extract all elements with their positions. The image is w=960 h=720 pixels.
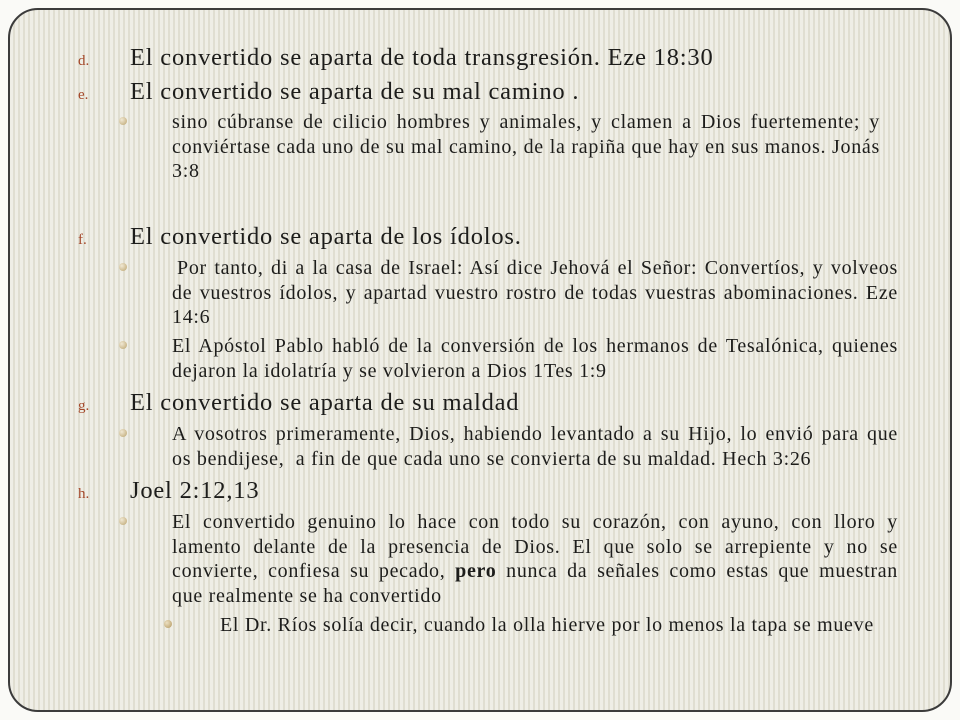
list-marker: d.	[78, 53, 90, 69]
bullet-icon	[119, 517, 127, 525]
paragraph-line: El Dr. Ríos solía decir, cuando la olla hierve por lo menos la tapa se mueve	[220, 614, 874, 636]
list-item-heading	[78, 41, 714, 75]
bullet-icon	[119, 429, 127, 437]
paragraph-line: lamento delante de la presencia de Dios. El que solo se arrepiente y no se	[172, 535, 898, 558]
list-item-heading	[78, 386, 519, 420]
item-heading-text: El convertido se aparta de toda transgresión. Eze 18:30	[130, 44, 714, 71]
line-text: nunca da señales como estas que muestran	[496, 560, 898, 582]
paragraph-line: conviértase cada uno de su mal camino, de la rapiña que hay en sus manos. Jonás	[172, 135, 880, 158]
list-item-heading	[78, 75, 579, 109]
item-heading-text: El convertido se aparta de los ídolos.	[130, 223, 522, 250]
sub-bullet-icon	[164, 620, 172, 628]
item-heading-text: El convertido se aparta de su maldad	[130, 389, 520, 416]
line-text: convierte, confiesa su pecado,	[172, 560, 456, 582]
paragraph-line: 14:6	[172, 306, 211, 328]
list-marker: f.	[78, 232, 87, 248]
paragraph-line: A vosotros primeramente, Dios, habiendo levantado a su Hijo, lo envió para que	[172, 423, 898, 445]
item-heading-text: Joel 2:12,13	[130, 477, 260, 504]
list-item-heading	[78, 220, 522, 254]
list-item-heading	[78, 474, 259, 508]
sub-bullet-paragraph	[220, 613, 910, 638]
paragraph-line: de vuestros ídolos, y apartad vuestro rostro de todas vuestras abominaciones. Eze	[172, 281, 898, 304]
paragraph-line: Por tanto, di a la casa de Israel: Así dice Jehová el Señor: Convertíos, y volveos	[177, 257, 898, 279]
paragraph-line: os bendijese, a fin de que cada uno se convierta de su maldad. Hech 3:26	[172, 447, 812, 470]
emphasis-text: pero	[455, 560, 497, 582]
paragraph-line	[172, 559, 898, 584]
paragraph-line: 3:8	[172, 160, 200, 182]
list-marker: h.	[78, 486, 90, 502]
bullet-paragraph	[172, 422, 898, 471]
paragraph-line: sino cúbranse de cilicio hombres y animales, y clamen a Dios fuertemente; y	[172, 111, 880, 133]
paragraph-line: que realmente se ha convertido	[172, 584, 442, 607]
bullet-paragraph	[172, 510, 898, 608]
bullet-paragraph	[172, 256, 898, 330]
bullet-icon	[119, 341, 127, 349]
bullet-paragraph	[172, 110, 880, 184]
list-marker: e.	[78, 87, 89, 103]
list-marker: g.	[78, 398, 90, 414]
paragraph-line: El convertido genuino lo hace con todo su corazón, con ayuno, con lloro y	[172, 511, 898, 533]
bullet-icon	[119, 117, 127, 125]
paragraph-line: dejaron la idolatría y se volvieron a Dios 1Tes 1:9	[172, 359, 607, 382]
bullet-icon	[119, 263, 127, 271]
item-heading-text: El convertido se aparta de su mal camino .	[130, 78, 580, 105]
paragraph-line: El Apóstol Pablo habló de la conversión de los hermanos de Tesalónica, quienes	[172, 335, 898, 357]
bullet-paragraph	[172, 334, 898, 383]
